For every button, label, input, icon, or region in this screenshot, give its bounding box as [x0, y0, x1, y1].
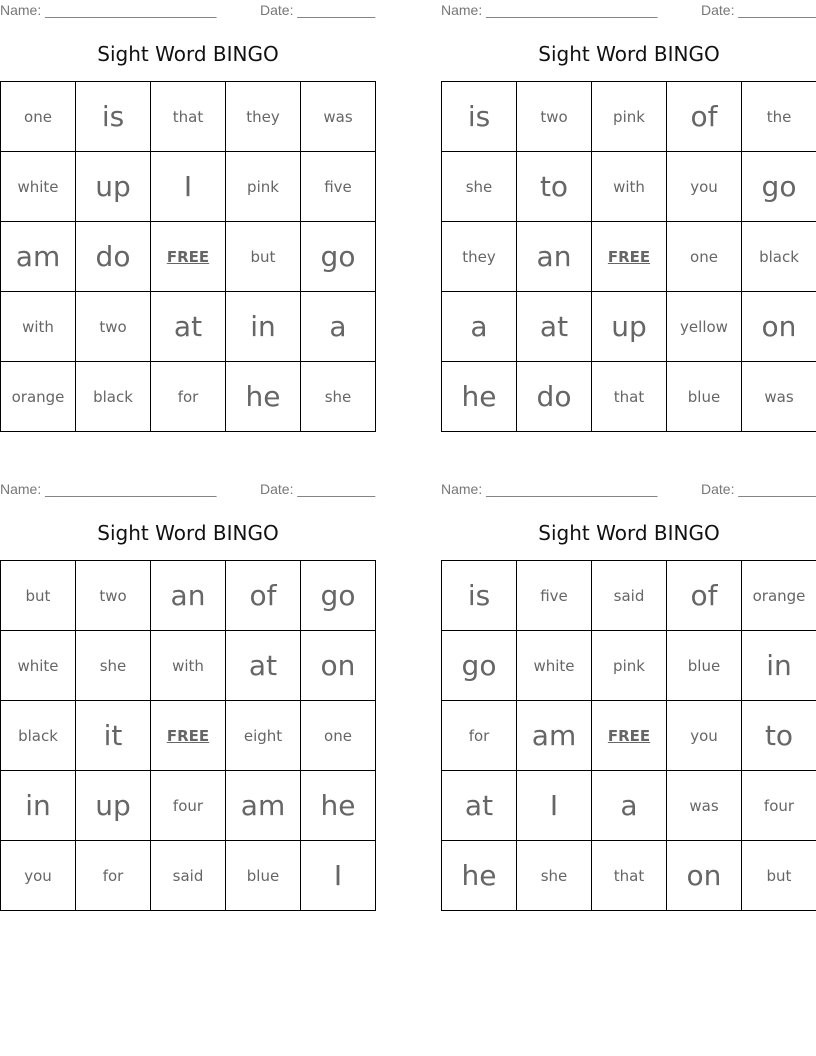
bingo-grid: [441, 560, 816, 911]
bingo-cell: am: [1, 222, 76, 292]
card-header: [441, 481, 816, 499]
bingo-cell: you: [667, 152, 742, 222]
bingo-cell: she: [76, 631, 151, 701]
name-field: Name: ______________________: [0, 2, 217, 18]
bingo-cell: but: [226, 222, 301, 292]
card-title: Sight Word BINGO: [97, 521, 279, 545]
bingo-cell: up: [76, 771, 151, 841]
bingo-cell: to: [742, 701, 816, 771]
bingo-cell: with: [592, 152, 667, 222]
bingo-cell: is: [442, 561, 517, 631]
bingo-cell: four: [742, 771, 816, 841]
bingo-cell: a: [592, 771, 667, 841]
date-field: Date: __________: [701, 481, 816, 497]
bingo-cell: was: [301, 82, 376, 152]
bingo-cell: I: [517, 771, 592, 841]
bingo-cell: do: [517, 362, 592, 432]
bingo-cell: for: [442, 701, 517, 771]
bingo-cell: at: [226, 631, 301, 701]
bingo-grid: [0, 81, 376, 432]
free-space: FREE: [592, 701, 667, 771]
card-title: Sight Word BINGO: [97, 42, 279, 66]
bingo-cell: yellow: [667, 292, 742, 362]
grid-row: [1, 841, 376, 911]
bingo-cell: he: [301, 771, 376, 841]
bingo-cell: pink: [592, 82, 667, 152]
bingo-cell: one: [667, 222, 742, 292]
bingo-cell: orange: [742, 561, 816, 631]
grid-row: [1, 292, 376, 362]
grid-row: [442, 292, 816, 362]
bingo-cell: of: [667, 561, 742, 631]
card-title: Sight Word BINGO: [538, 42, 720, 66]
bingo-cell: to: [517, 152, 592, 222]
bingo-cell: go: [301, 561, 376, 631]
grid-row: [442, 561, 816, 631]
bingo-cell: two: [76, 292, 151, 362]
bingo-cell: of: [226, 561, 301, 631]
bingo-cell: said: [151, 841, 226, 911]
bingo-cell: two: [76, 561, 151, 631]
bingo-cell: but: [1, 561, 76, 631]
bingo-cell: is: [442, 82, 517, 152]
free-space: FREE: [151, 701, 226, 771]
grid-row: [442, 82, 816, 152]
bingo-cell: in: [226, 292, 301, 362]
card-header: [441, 2, 816, 20]
grid-row: [442, 362, 816, 432]
bingo-grid: [0, 560, 376, 911]
bingo-cell: five: [517, 561, 592, 631]
bingo-cell: blue: [667, 631, 742, 701]
date-field: Date: __________: [260, 2, 376, 18]
bingo-cell: am: [226, 771, 301, 841]
bingo-cell: orange: [1, 362, 76, 432]
grid-row: [442, 631, 816, 701]
grid-row: [1, 701, 376, 771]
bingo-cell: at: [517, 292, 592, 362]
name-field: Name: ______________________: [441, 481, 658, 497]
bingo-cell: I: [301, 841, 376, 911]
grid-row: [1, 152, 376, 222]
bingo-cell: five: [301, 152, 376, 222]
bingo-cell: with: [1, 292, 76, 362]
free-space: FREE: [151, 222, 226, 292]
bingo-cell: at: [151, 292, 226, 362]
grid-row: [442, 701, 816, 771]
bingo-cell: is: [76, 82, 151, 152]
grid-row: [442, 152, 816, 222]
date-field: Date: __________: [260, 481, 376, 497]
bingo-cell: in: [1, 771, 76, 841]
bingo-cell: you: [667, 701, 742, 771]
bingo-cell: of: [667, 82, 742, 152]
bingo-cell: was: [667, 771, 742, 841]
bingo-cell: up: [592, 292, 667, 362]
bingo-cell: with: [151, 631, 226, 701]
bingo-cell: white: [1, 631, 76, 701]
bingo-cell: he: [226, 362, 301, 432]
card-title: Sight Word BINGO: [538, 521, 720, 545]
bingo-cell: black: [76, 362, 151, 432]
name-field: Name: ______________________: [0, 481, 217, 497]
free-space: FREE: [592, 222, 667, 292]
bingo-cell: they: [226, 82, 301, 152]
bingo-grid: [441, 81, 816, 432]
bingo-cell: a: [301, 292, 376, 362]
bingo-cell: she: [301, 362, 376, 432]
grid-row: [1, 771, 376, 841]
bingo-cell: one: [1, 82, 76, 152]
grid-row: [442, 222, 816, 292]
bingo-cell: I: [151, 152, 226, 222]
bingo-cell: go: [742, 152, 816, 222]
bingo-cell: that: [151, 82, 226, 152]
bingo-cell: on: [301, 631, 376, 701]
bingo-cell: for: [76, 841, 151, 911]
bingo-cell: they: [442, 222, 517, 292]
bingo-cell: white: [1, 152, 76, 222]
bingo-cell: that: [592, 362, 667, 432]
bingo-cell: you: [1, 841, 76, 911]
bingo-cell: pink: [592, 631, 667, 701]
bingo-cell: blue: [226, 841, 301, 911]
bingo-cell: a: [442, 292, 517, 362]
bingo-cell: up: [76, 152, 151, 222]
date-field: Date: __________: [701, 2, 816, 18]
bingo-cell: he: [442, 362, 517, 432]
bingo-cell: was: [742, 362, 816, 432]
bingo-cell: she: [517, 841, 592, 911]
card-header: [0, 2, 376, 20]
grid-row: [442, 771, 816, 841]
grid-row: [1, 82, 376, 152]
bingo-cell: on: [667, 841, 742, 911]
bingo-cell: but: [742, 841, 816, 911]
bingo-cell: that: [592, 841, 667, 911]
name-field: Name: ______________________: [441, 2, 658, 18]
bingo-cell: at: [442, 771, 517, 841]
bingo-cell: it: [76, 701, 151, 771]
card-header: [0, 481, 376, 499]
bingo-cell: said: [592, 561, 667, 631]
bingo-cell: four: [151, 771, 226, 841]
bingo-cell: eight: [226, 701, 301, 771]
bingo-cell: do: [76, 222, 151, 292]
bingo-cell: one: [301, 701, 376, 771]
bingo-cell: pink: [226, 152, 301, 222]
grid-row: [1, 561, 376, 631]
bingo-cell: she: [442, 152, 517, 222]
grid-row: [442, 841, 816, 911]
bingo-cell: in: [742, 631, 816, 701]
bingo-cell: for: [151, 362, 226, 432]
bingo-cell: blue: [667, 362, 742, 432]
bingo-cell: black: [742, 222, 816, 292]
bingo-cell: the: [742, 82, 816, 152]
bingo-cell: go: [442, 631, 517, 701]
bingo-cell: white: [517, 631, 592, 701]
grid-row: [1, 222, 376, 292]
bingo-cell: two: [517, 82, 592, 152]
bingo-cell: am: [517, 701, 592, 771]
bingo-cell: go: [301, 222, 376, 292]
grid-row: [1, 362, 376, 432]
bingo-cell: an: [151, 561, 226, 631]
bingo-cell: black: [1, 701, 76, 771]
bingo-cell: he: [442, 841, 517, 911]
grid-row: [1, 631, 376, 701]
bingo-cell: an: [517, 222, 592, 292]
bingo-cell: on: [742, 292, 816, 362]
